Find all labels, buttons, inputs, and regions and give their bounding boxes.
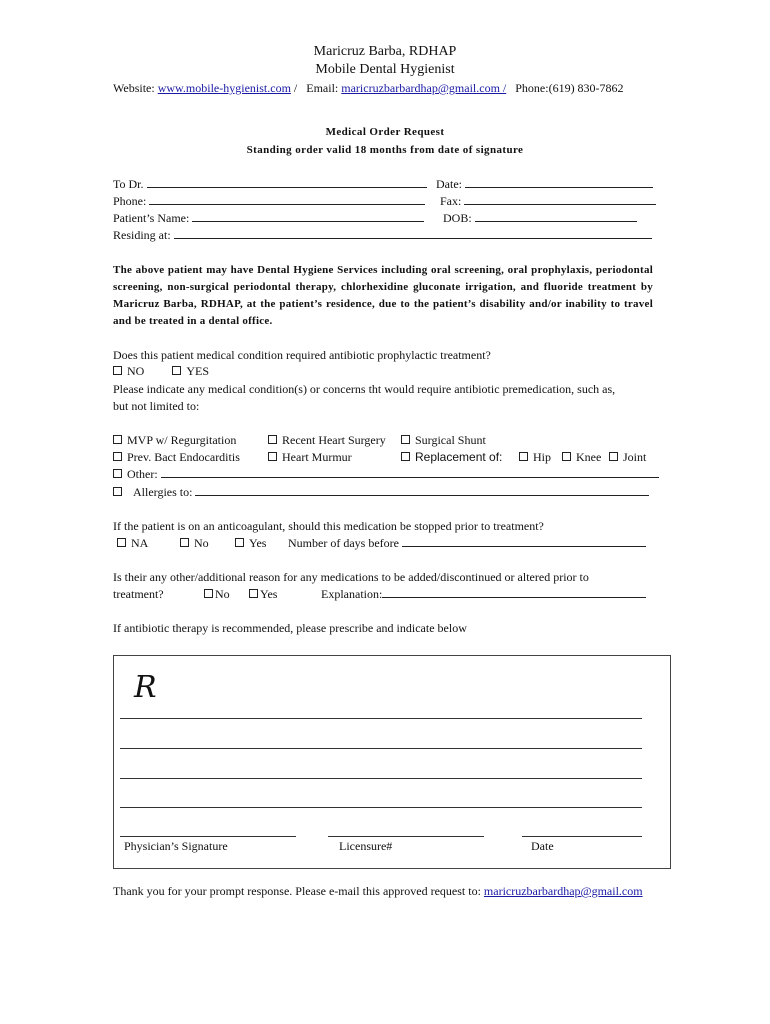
- rx-line[interactable]: [120, 718, 642, 719]
- condition-endocarditis-label: Prev. Bact Endocarditis: [127, 450, 240, 464]
- rx-line[interactable]: [120, 778, 642, 779]
- checkbox-icon[interactable]: [113, 469, 122, 478]
- to-dr-field[interactable]: [113, 177, 427, 192]
- condition-hip-label: Hip: [533, 450, 551, 464]
- condition-allergies-label: Allergies to:: [133, 485, 193, 499]
- anticoag-no[interactable]: [180, 536, 209, 551]
- services-statement: The above patient may have Dental Hygiene Services including oral screening, oral prophylaxis, periodontal screening, non-surgical periodontal therapy, chlorhexidine gluconate irrigation, and fluoride treatment by Maricruz Barba, RDHAP, at the patient’s residence, due to the patient’s disability and/or inability to travel and be treated in a dental office.: [113, 264, 653, 327]
- fax-field[interactable]: [440, 194, 656, 209]
- antibiotic-yes-label: YES: [186, 364, 210, 378]
- license-label: Licensure#: [339, 839, 393, 853]
- separator: /: [293, 81, 298, 95]
- patient-name-line[interactable]: [192, 211, 424, 222]
- date-label: Date:: [436, 177, 462, 191]
- condition-recent-heart-surgery[interactable]: [268, 433, 386, 448]
- phone-line[interactable]: [149, 194, 425, 205]
- date-sign-line[interactable]: [522, 836, 642, 837]
- rx-symbol-icon: R: [134, 670, 157, 705]
- antibiotic-no-option[interactable]: [113, 364, 144, 378]
- condition-knee-label: Knee: [576, 450, 602, 464]
- explanation-line[interactable]: [382, 587, 646, 598]
- email-link[interactable]: maricruzbarbardhap@gmail.com /: [341, 81, 507, 95]
- checkbox-icon[interactable]: [268, 452, 277, 461]
- anticoag-na-label: NA: [131, 536, 149, 550]
- phone-label: Phone:: [113, 194, 147, 208]
- patient-name-label: Patient’s Name:: [113, 211, 190, 225]
- condition-replacement[interactable]: [401, 450, 502, 465]
- additional-no-label: No: [215, 587, 230, 601]
- phone-field[interactable]: [113, 194, 425, 209]
- checkbox-icon[interactable]: [204, 589, 213, 598]
- practitioner-title: Mobile Dental Hygienist: [315, 62, 455, 77]
- condition-other[interactable]: [113, 467, 659, 482]
- additional-question-1: Is their any other/additional reason for any medications to be added/discontinued or altered prior to: [113, 570, 589, 584]
- antibiotic-instruction-1: Please indicate any medical condition(s) or concerns tht would require antibiotic premedication, such as,: [113, 382, 616, 396]
- website-label: Website:: [113, 81, 155, 95]
- condition-joint-label: Joint: [623, 450, 647, 464]
- residing-line[interactable]: [174, 228, 652, 239]
- checkbox-icon[interactable]: [401, 452, 410, 461]
- anticoag-na[interactable]: [117, 536, 148, 551]
- condition-knee[interactable]: [562, 450, 601, 465]
- antibiotic-yes-option[interactable]: [172, 364, 209, 378]
- days-before-field[interactable]: [288, 536, 646, 551]
- checkbox-icon[interactable]: [113, 487, 122, 496]
- condition-endocarditis[interactable]: [113, 450, 240, 465]
- residing-field[interactable]: [113, 228, 652, 243]
- condition-allergies[interactable]: [113, 485, 649, 500]
- checkbox-icon[interactable]: [180, 538, 189, 547]
- practitioner-name: Maricruz Barba, RDHAP: [313, 44, 457, 59]
- condition-mvp[interactable]: [113, 433, 236, 448]
- checkbox-icon[interactable]: [249, 589, 258, 598]
- checkbox-icon[interactable]: [609, 452, 618, 461]
- checkbox-icon[interactable]: [117, 538, 126, 547]
- antibiotic-options: [113, 364, 209, 379]
- license-line[interactable]: [328, 836, 484, 837]
- contact-line: [113, 81, 624, 96]
- additional-yes-label: Yes: [260, 587, 278, 601]
- checkbox-icon[interactable]: [235, 538, 244, 547]
- other-line[interactable]: [161, 467, 659, 478]
- checkbox-icon[interactable]: [113, 366, 122, 375]
- residing-label: Residing at:: [113, 228, 171, 242]
- rx-line[interactable]: [120, 807, 642, 808]
- form-subheading: Standing order valid 18 months from date of signature: [246, 144, 524, 156]
- days-before-label: Number of days before: [288, 536, 399, 550]
- dob-label: DOB:: [443, 211, 472, 225]
- physician-signature-label: Physician’s Signature: [124, 839, 228, 853]
- checkbox-icon[interactable]: [113, 452, 122, 461]
- fax-label: Fax:: [440, 194, 462, 208]
- anticoag-yes[interactable]: [235, 536, 266, 551]
- physician-signature-line[interactable]: [120, 836, 296, 837]
- explanation-field[interactable]: [321, 587, 646, 602]
- date-sign-label: Date: [531, 839, 554, 853]
- prescribe-note: If antibiotic therapy is recommended, please prescribe and indicate below: [113, 621, 467, 635]
- checkbox-icon[interactable]: [562, 452, 571, 461]
- days-before-line[interactable]: [402, 536, 646, 547]
- phone-text: Phone:(619) 830-7862: [515, 81, 624, 95]
- condition-mvp-label: MVP w/ Regurgitation: [127, 433, 237, 447]
- condition-joint[interactable]: [609, 450, 646, 465]
- dob-line[interactable]: [475, 211, 637, 222]
- condition-recent-heart-surgery-label: Recent Heart Surgery: [282, 433, 386, 447]
- additional-question-2: treatment?: [113, 587, 164, 601]
- checkbox-icon[interactable]: [401, 435, 410, 444]
- anticoag-no-label: No: [194, 536, 209, 550]
- condition-other-label: Other:: [127, 467, 158, 481]
- condition-shunt-label: Surgical Shunt: [415, 433, 486, 447]
- anticoagulant-question: If the patient is on an anticoagulant, should this medication be stopped prior to treatment?: [113, 519, 544, 533]
- fax-line[interactable]: [464, 194, 656, 205]
- date-field[interactable]: [436, 177, 653, 192]
- condition-shunt[interactable]: [401, 433, 486, 448]
- antibiotic-question: Does this patient medical condition required antibiotic prophylactic treatment?: [113, 348, 491, 362]
- dob-field[interactable]: [443, 211, 637, 226]
- condition-murmur-label: Heart Murmur: [282, 450, 352, 464]
- additional-no[interactable]: [204, 587, 230, 602]
- anticoag-yes-label: Yes: [249, 536, 267, 550]
- email-label: Email:: [306, 81, 339, 95]
- checkbox-icon[interactable]: [113, 435, 122, 444]
- footer-line: [113, 884, 643, 899]
- patient-name-field[interactable]: [113, 211, 424, 226]
- additional-yes[interactable]: [249, 587, 277, 602]
- footer-text: Thank you for your prompt response. Please e-mail this approved request to:: [113, 884, 481, 898]
- rx-line[interactable]: [120, 748, 642, 749]
- checkbox-icon[interactable]: [172, 366, 181, 375]
- prescription-box: [113, 655, 671, 869]
- condition-replacement-label: Replacement of:: [415, 450, 503, 464]
- to-dr-label: To Dr.: [113, 177, 144, 191]
- condition-murmur[interactable]: [268, 450, 352, 465]
- website-link[interactable]: www.mobile-hygienist.com: [157, 81, 291, 95]
- date-line[interactable]: [465, 177, 653, 188]
- form-heading: Medical Order Request: [325, 126, 445, 138]
- allergies-line[interactable]: [195, 485, 649, 496]
- footer-email-link[interactable]: maricruzbarbardhap@gmail.com: [483, 884, 643, 898]
- antibiotic-instruction-2: but not limited to:: [113, 399, 200, 413]
- to-dr-line[interactable]: [147, 177, 427, 188]
- condition-hip[interactable]: [519, 450, 551, 465]
- checkbox-icon[interactable]: [268, 435, 277, 444]
- antibiotic-no-label: NO: [127, 364, 145, 378]
- checkbox-icon[interactable]: [519, 452, 528, 461]
- explanation-label: Explanation:: [321, 587, 383, 601]
